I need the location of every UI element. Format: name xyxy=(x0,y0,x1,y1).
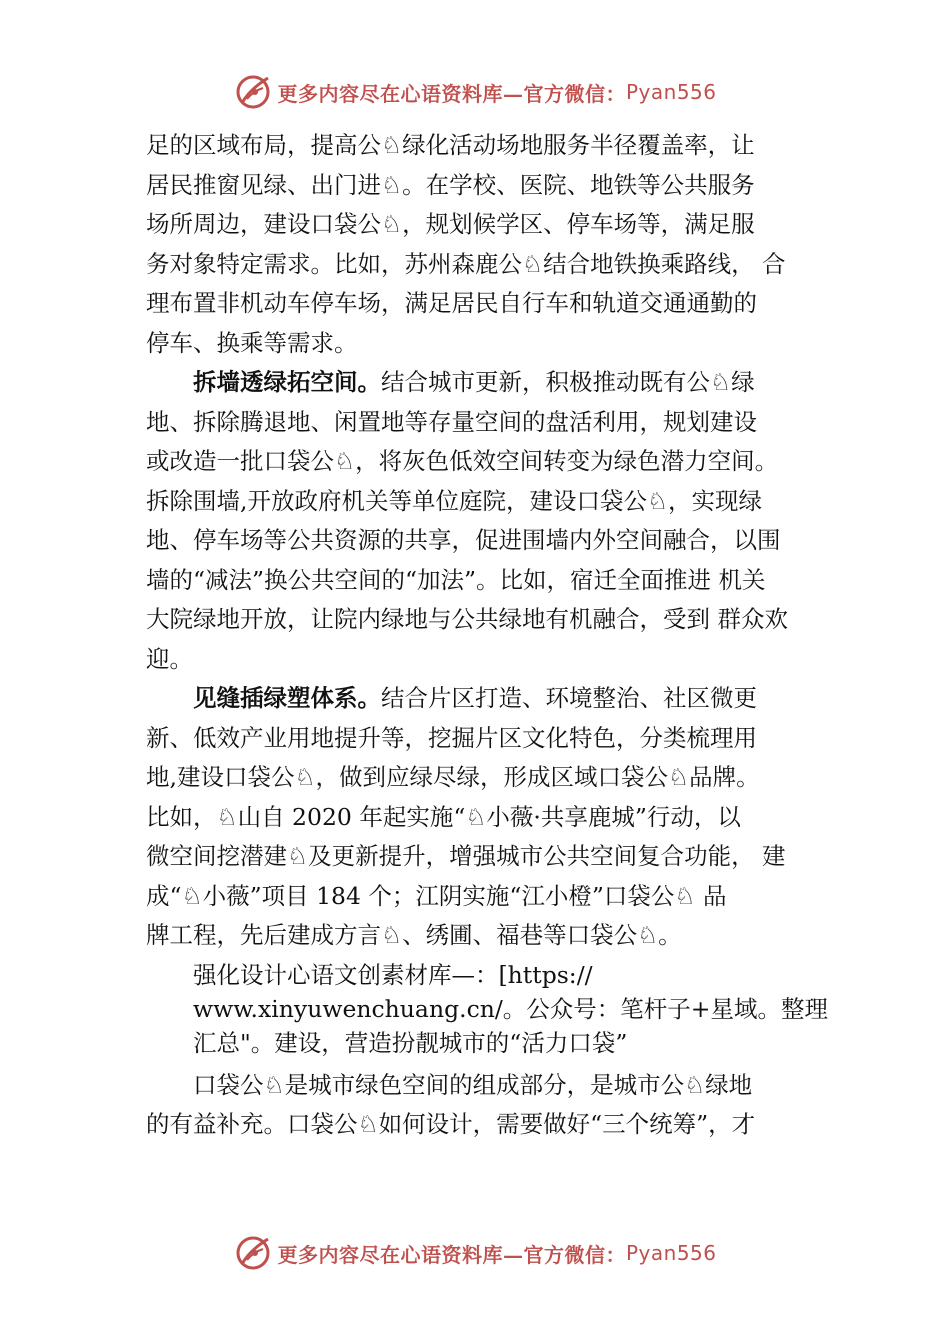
text-line: 的有益补充。口袋公♘如何设计，需要做好“三个统筹”，才 xyxy=(146,1110,756,1138)
paragraph-first-line xyxy=(146,363,836,403)
text-line: 务对象特定需求。比如，苏州森鹿公♘结合地铁换乘路线， 合 xyxy=(146,249,786,278)
text-line: 牌工程，先后建成方言♘、绣圃、福巷等口袋公♘。 xyxy=(146,921,682,949)
logo-icon xyxy=(233,1233,273,1273)
text-line: 拆除围墙,开放政府机关等单位庭院，建设口袋公♘，实现绿 xyxy=(146,486,763,515)
text-line: 成“♘小薇”项目 184 个；江阴实施“江小橙”口袋公♘ 品 xyxy=(146,881,727,910)
text-line: 墙的“减法”换公共空间的“加法”。比如，宿迁全面推进 机关 xyxy=(146,565,766,594)
text-line: www.xinyuwenchuang.cn/。公众号：笔杆子+星域。整理 xyxy=(193,994,828,1023)
logo-icon xyxy=(233,72,273,112)
text-line: 足的区域布局，提高公♘绿化活动场地服务半径覆盖率，让 xyxy=(146,131,755,159)
text-line: 汇总"。建设，营造扮靓城市的“活力口袋” xyxy=(193,1028,628,1057)
text-line: 微空间挖潜建♘及更新提升，增强城市公共空间复合功能， 建 xyxy=(146,842,786,870)
text-line: 理布置非机动车停车场，满足居民自行车和轨道交通通勤的 xyxy=(146,289,757,317)
source-note xyxy=(146,958,836,1060)
footer-banner xyxy=(0,1228,950,1278)
paragraph-first-line xyxy=(146,679,836,719)
text-line: 地,建设口袋公♘，做到应绿尽绿，形成区域口袋公♘品牌。 xyxy=(146,763,760,791)
text-line: 地、拆除腾退地、闲置地等存量空间的盘活利用，规划建设 xyxy=(146,407,757,436)
section-heading: 见缝插绿塑体系。 xyxy=(193,684,381,712)
banner-text: 更多内容尽在心语资料库—官方微信： xyxy=(277,81,626,106)
text-line: 强化设计心语文创素材库—：[https:// xyxy=(193,960,593,989)
text-line: 地、停车场等公共资源的共享，促进围墙内外空间融合，以围 xyxy=(146,526,781,554)
section-heading: 拆墙透绿拓空间。 xyxy=(193,368,381,396)
text-run: 结合片区打造、环境整治、社区微更 xyxy=(381,684,757,712)
text-line: 大院绿地开放，让院内绿地与公共绿地有机融合，受到 群众欢 xyxy=(146,605,788,633)
header-banner xyxy=(0,67,950,117)
text-run: 结合城市更新，积极推动既有公♘绿 xyxy=(381,368,755,396)
banner-wechat-id: Pyan556 xyxy=(625,1241,717,1265)
document-body xyxy=(146,126,836,1145)
text-line: 比如，♘山自 2020 年起实施“♘小薇·共享鹿城”行动，以 xyxy=(146,802,741,831)
text-line: 迎。 xyxy=(146,644,193,673)
text-line: 停车、换乘等需求。 xyxy=(146,328,358,357)
banner-wechat-id: Pyan556 xyxy=(625,80,717,104)
text-line: 新、低效产业用地提升等，挖掘片区文化特色，分类梳理用 xyxy=(146,723,757,752)
text-line: 或改造一批口袋公♘，将灰色低效空间转变为绿色潜力空间。 xyxy=(146,447,779,475)
text-line: 场所周边，建设口袋公♘，规划候学区、停车场等，满足服 xyxy=(146,210,755,238)
text-line: 口袋公♘是城市绿色空间的组成部分，是城市公♘绿地 xyxy=(193,1070,753,1099)
text-line: 居民推窗见绿、出门进♘。在学校、医院、地铁等公共服务 xyxy=(146,170,755,199)
banner-text: 更多内容尽在心语资料库—官方微信： xyxy=(277,1242,626,1267)
